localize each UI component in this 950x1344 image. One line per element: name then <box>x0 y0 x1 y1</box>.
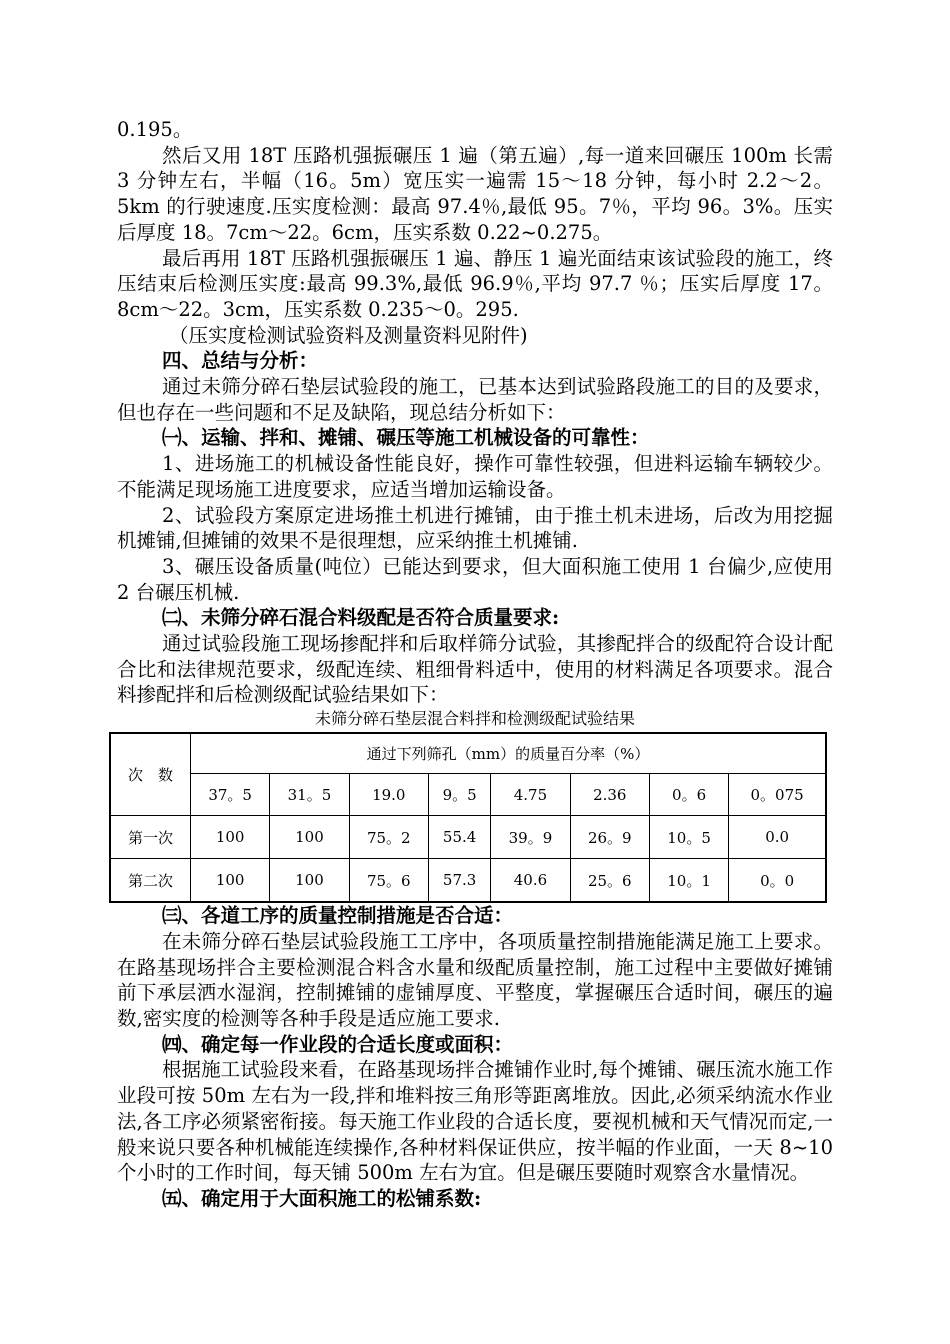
row-label-cell: 第二次 <box>110 859 191 903</box>
paragraph: 0.195。 <box>117 118 193 141</box>
sieve-header-cell: 9。5 <box>428 774 490 816</box>
value-cell: 10。5 <box>649 816 728 859</box>
paragraph: 然后又用 18T 压路机强振碾压 1 遍（第五遍）,每一道来回碾压 100m 长需 3 分钟左右，半幅（16。5m）宽压实一遍需 15～18 分钟，每小时 2.2～2。5km 的行驶速度.压实度检测：最高 97.4％,最低 95。7％，平均 96。3%。压实后厚度 18。7cm～22。6cm，压实系数 0.22~0.275。 <box>117 143 833 244</box>
paragraph: 最后再用 18T 压路机强振碾压 1 遍、静压 1 遍光面结束该试验段的施工，终压结束后检测压实度:最高 99.3%,最低 96.9％,平均 97.7 ％；压实后厚度 17。8cm～22。3cm，压实系数 0.235～0。295. <box>117 246 833 321</box>
gradation-table <box>109 732 827 903</box>
table-caption: 未筛分碎石垫层混合料拌和检测级配试验结果 <box>314 709 635 729</box>
value-cell: 10。1 <box>649 859 728 903</box>
paragraph: 3、碾压设备质量(吨位）已能达到要求，但大面积施工使用 1 台偏少,应使用 2 台碾压机械. <box>117 554 833 604</box>
subsection-heading: ㈢、各道工序的质量控制措施是否合适： <box>162 904 514 928</box>
value-cell: 25。6 <box>570 859 649 903</box>
table-row <box>110 816 826 859</box>
sieve-header-cell: 4.75 <box>491 774 570 816</box>
section-heading: 四、总结与分析： <box>162 349 319 373</box>
value-cell: 55.4 <box>428 816 490 859</box>
subsection-heading: ㈤、确定用于大面积施工的松铺系数: <box>162 1186 482 1210</box>
row-label-cell: 第一次 <box>110 816 191 859</box>
value-cell: 75。2 <box>349 816 428 859</box>
paragraph: 2、试验段方案原定进场推土机进行摊铺，由于推土机未进场，后改为用挖掘机摊铺,但摊铺的效果不是很理想，应采纳推土机摊铺. <box>117 503 833 553</box>
value-cell: 100 <box>270 859 349 903</box>
paragraph: 通过试验段施工现场掺配拌和后取样筛分试验，其掺配拌合的级配符合设计配合比和法律规范要求，级配连续、粗细骨料适中，使用的材料满足各项要求。混合料掺配拌和后检测级配试验结果如下： <box>117 632 833 707</box>
paragraph: 1、进场施工的机械设备性能良好，操作可靠性较强，但进料运输车辆较少。不能满足现场施工进度要求，应适当增加运输设备。 <box>117 452 833 501</box>
paragraph: 在未筛分碎石垫层试验段施工工序中，各项质量控制措施能满足施工上要求。在路基现场拌合主要检测混合料含水量和级配质量控制，施工过程中主要做好摊铺前下承层洒水湿润，控制摊铺的虚铺厚度、平整度，掌握碾压合适时间，碾压的遍数,密实度的检测等各种手段是适应施工要求. <box>117 929 833 1030</box>
value-cell: 40.6 <box>491 859 570 903</box>
subsection-heading: ㈠、运输、拌和、摊铺、碾压等施工机械设备的可靠性： <box>162 426 650 450</box>
value-cell: 100 <box>191 816 270 859</box>
table-row <box>110 859 826 903</box>
value-cell: 75。6 <box>349 859 428 903</box>
subsection-heading: ㈡、未筛分碎石混合料级配是否符合质量要求: <box>162 606 560 630</box>
row-header-cell: 次 数 <box>110 733 191 816</box>
group-header-cell: 通过下列筛孔（mm）的质量百分率（%） <box>191 733 827 774</box>
value-cell: 100 <box>270 816 349 859</box>
sieve-header-cell: 37。5 <box>191 774 270 816</box>
paragraph: 根据施工试验段来看，在路基现场拌合摊铺作业时,每个摊铺、碾压流水施工作业段可按 50m 左右为一段,拌和堆料按三角形等距离堆放。因此,必须采纳流水作业法,各工序必须紧密衔接。每天施工作业段的合适长度，要视机械和天气情况而定,一般来说只要各种机械能连续操作,各种材料保证供应，按半幅的作业面，一天 8~10 个小时的工作时间，每天铺 500m 左右为宜。但是碾压要随时观察含水量情况。 <box>117 1058 833 1185</box>
sieve-header-cell: 19.0 <box>349 774 428 816</box>
value-cell: 0。0 <box>729 859 826 903</box>
paragraph: 通过未筛分碎石垫层试验段的施工，已基本达到试验路段施工的目的及要求，但也存在一些问题和不足及缺陷，现总结分析如下： <box>117 375 833 424</box>
sieve-header-cell: 31。5 <box>270 774 349 816</box>
subsection-heading: ㈣、确定每一作业段的合适长度或面积： <box>162 1032 514 1056</box>
value-cell: 0.0 <box>729 816 826 859</box>
value-cell: 26。9 <box>570 816 649 859</box>
sieve-header-cell: 2.36 <box>570 774 649 816</box>
paragraph-note: （压实度检测试验资料及测量资料见附件) <box>169 323 528 347</box>
value-cell: 57.3 <box>428 859 490 903</box>
sieve-header-cell: 0。075 <box>729 774 826 816</box>
sieve-header-cell: 0。6 <box>649 774 728 816</box>
document-page <box>117 117 833 1212</box>
value-cell: 100 <box>191 859 270 903</box>
value-cell: 39。9 <box>491 816 570 859</box>
